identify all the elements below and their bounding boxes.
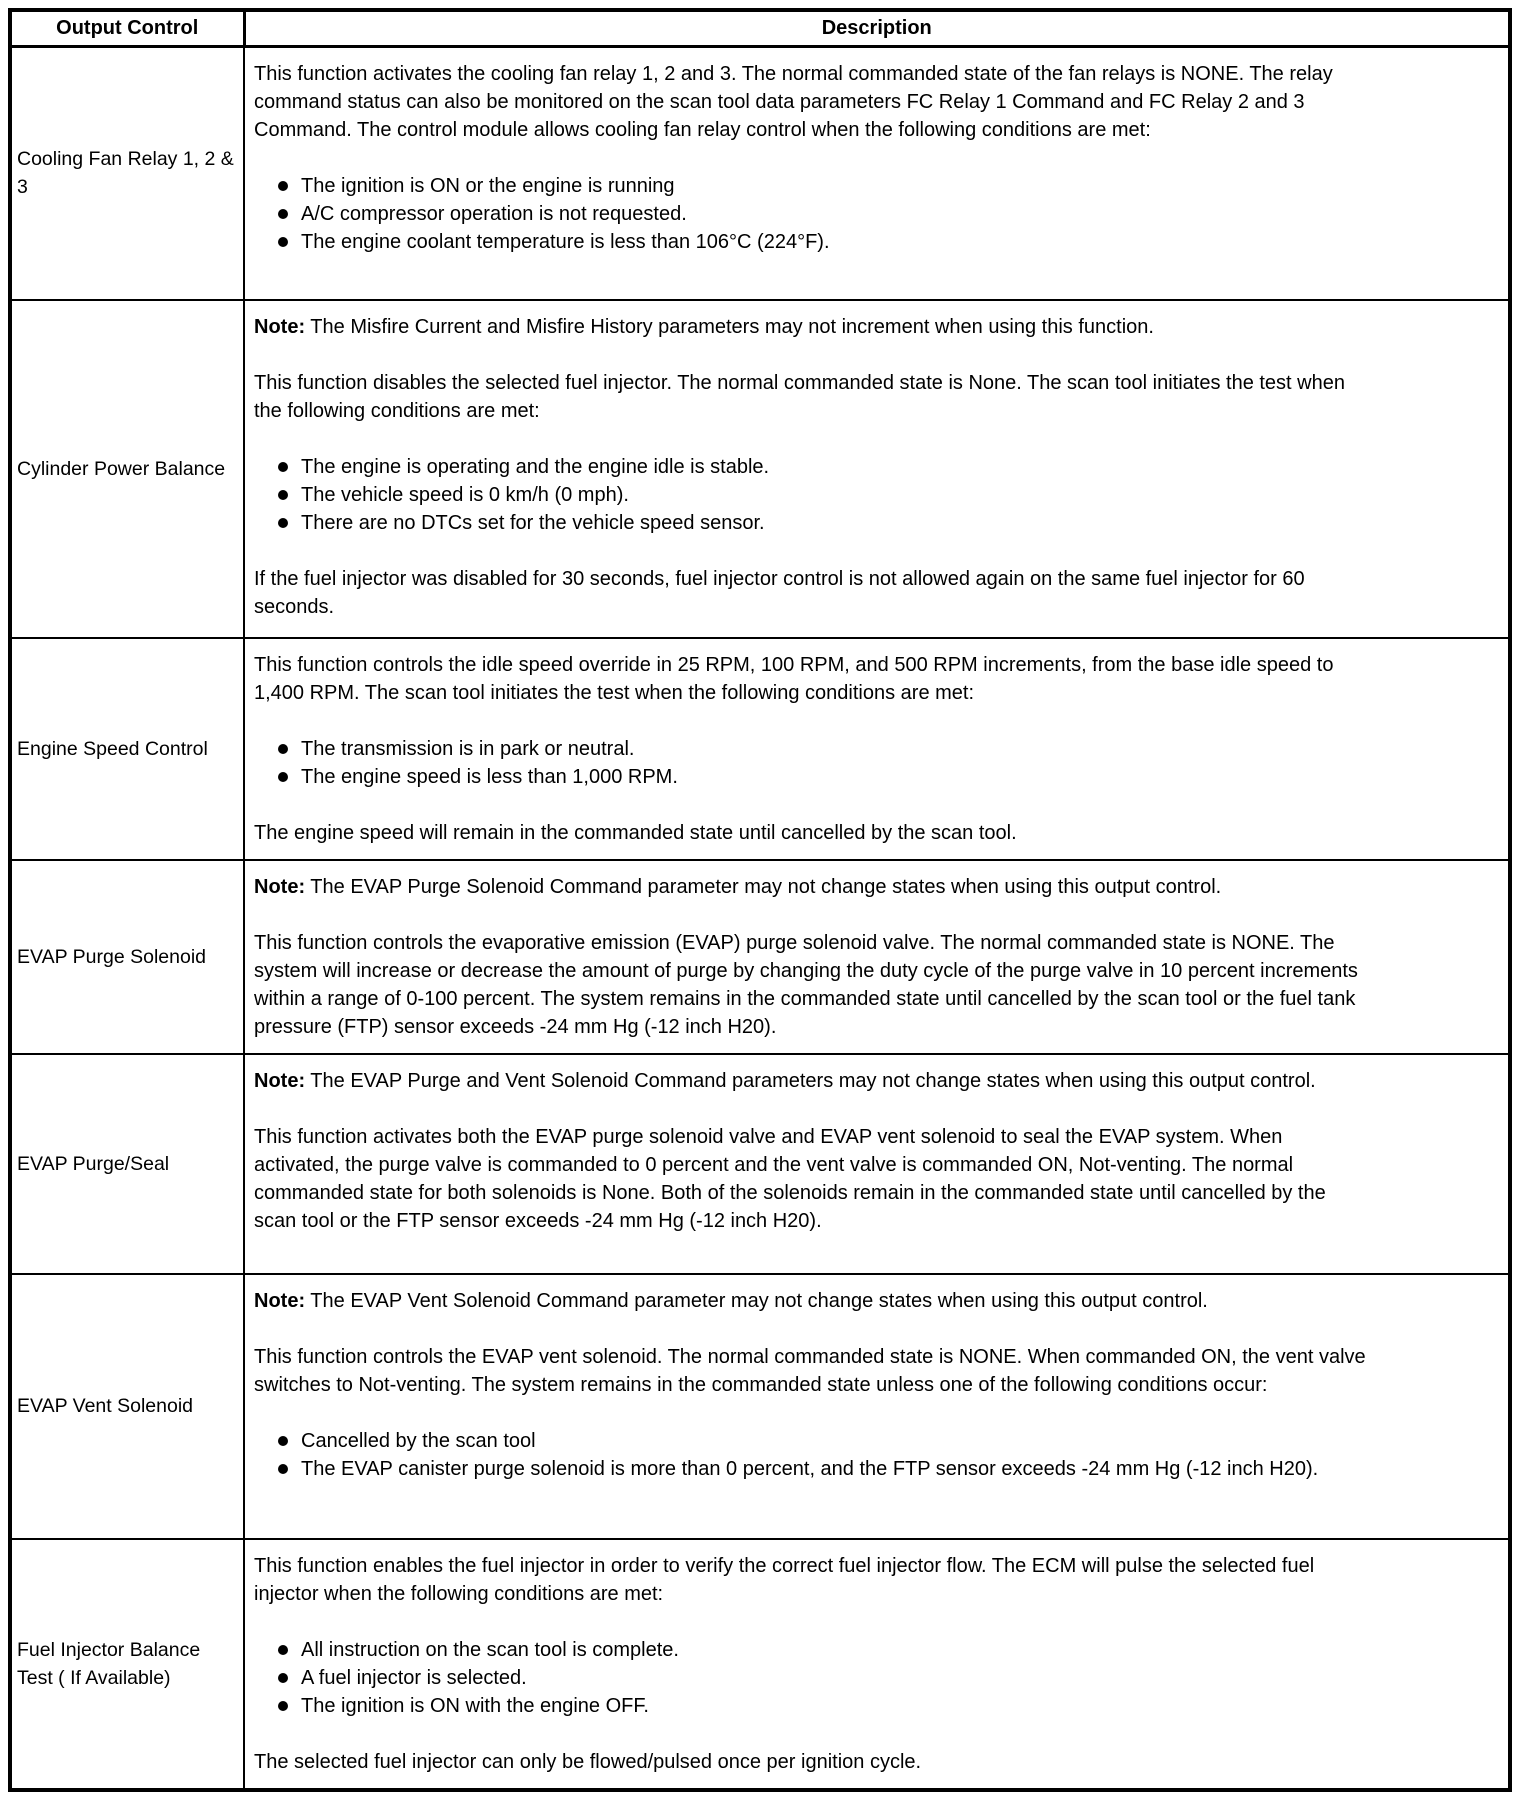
output-control-cell: EVAP Purge Solenoid	[10, 860, 244, 1054]
bullet-item	[254, 481, 1373, 509]
bullet-icon	[278, 744, 288, 754]
bullet-icon	[278, 1436, 288, 1446]
bullet-icon	[278, 1701, 288, 1711]
output-control-cell: Cooling Fan Relay 1, 2 & 3	[10, 47, 244, 300]
description-paragraph: If the fuel injector was disabled for 30 seconds, fuel injector control is not allowed again on the same fuel injector for 60 seconds.	[254, 567, 1305, 618]
note-label: Note:	[254, 875, 306, 898]
bullet-icon	[278, 490, 288, 500]
bullet-icon	[278, 1673, 288, 1683]
table-row	[10, 47, 1510, 300]
description-paragraph: The engine speed will remain in the commanded state until cancelled by the scan tool.	[254, 821, 1017, 844]
note-paragraph: Note: The EVAP Purge and Vent Solenoid Command parameters may not change states when using this output control.	[254, 1069, 1316, 1092]
bullet-item	[254, 735, 1373, 763]
bullet-icon	[278, 518, 288, 528]
description-paragraph: This function enables the fuel injector in order to verify the correct fuel injector flow. The ECM will pulse the selected fuel injector when the following conditions are met:	[254, 1554, 1315, 1605]
bullet-item-text: All instruction on the scan tool is complete.	[301, 1638, 679, 1661]
bullet-item-text: The vehicle speed is 0 km/h (0 mph).	[301, 483, 629, 506]
note-label: Note:	[254, 315, 306, 338]
bullet-item-text: The ignition is ON with the engine OFF.	[301, 1694, 649, 1717]
table-row	[10, 1274, 1510, 1539]
bullet-icon	[278, 237, 288, 247]
bullet-item-text: The transmission is in park or neutral.	[301, 737, 635, 760]
description-cell	[244, 1539, 1510, 1790]
bullet-item	[254, 1664, 1373, 1692]
description-cell	[244, 1054, 1510, 1274]
output-control-cell: EVAP Vent Solenoid	[10, 1274, 244, 1539]
description-cell	[244, 860, 1510, 1054]
note-paragraph: Note: The EVAP Purge Solenoid Command parameter may not change states when using this output control.	[254, 875, 1222, 898]
description-paragraph: This function activates the cooling fan relay 1, 2 and 3. The normal commanded state of the fan relays is NONE. The relay command status can also be monitored on the scan tool data parameters FC Relay 1 Command and FC Relay 2 and 3 Command. The control module allows cooling fan relay control when the following conditions are met:	[254, 63, 1333, 141]
note-paragraph: Note: The Misfire Current and Misfire History parameters may not increment when using this function.	[254, 315, 1154, 338]
table-header-row	[10, 10, 1510, 47]
bullet-item-text: The ignition is ON or the engine is running	[301, 175, 675, 197]
table-row	[10, 638, 1510, 860]
bullet-icon	[278, 1645, 288, 1655]
description-paragraph: The selected fuel injector can only be flowed/pulsed once per ignition cycle.	[254, 1750, 922, 1773]
description-cell	[244, 300, 1510, 638]
description-paragraph: This function controls the evaporative emission (EVAP) purge solenoid valve. The normal commanded state is NONE. The system will increase or decrease the amount of purge by changing the duty cycle of the purge valve in 10 percent increments within a range of 0-100 percent. The system remains in the commanded state until cancelled by the scan tool or the fuel tank pressure (FTP) sensor exceeds -24 mm Hg (-12 inch H20).	[254, 931, 1358, 1038]
bullet-item	[254, 172, 1373, 200]
table-row	[10, 1539, 1510, 1790]
bullet-item	[254, 509, 1373, 537]
bullet-item	[254, 1455, 1373, 1483]
note-paragraph: Note: The EVAP Vent Solenoid Command parameter may not change states when using this output control.	[254, 1289, 1208, 1312]
output-control-cell: Fuel Injector Balance Test ( If Available)	[10, 1539, 244, 1790]
output-control-cell: Engine Speed Control	[10, 638, 244, 860]
table-row	[10, 1054, 1510, 1274]
description-paragraph: This function controls the EVAP vent solenoid. The normal commanded state is NONE. When commanded ON, the vent valve switches to Not-venting. The system remains in the commanded state unless one of the following conditions occur:	[254, 1345, 1366, 1396]
column-header-output-control: Output Control	[10, 10, 244, 47]
bullet-item	[254, 1636, 1373, 1664]
bullet-item	[254, 228, 1373, 256]
bullet-list	[254, 172, 1373, 256]
bullet-item-text: The engine coolant temperature is less than 106°C (224°F).	[301, 231, 830, 253]
bullet-item	[254, 1427, 1373, 1455]
description-cell	[244, 1274, 1510, 1539]
table-row	[10, 860, 1510, 1054]
bullet-item	[254, 200, 1373, 228]
description-paragraph: This function controls the idle speed override in 25 RPM, 100 RPM, and 500 RPM increments, from the base idle speed to 1,400 RPM. The scan tool initiates the test when the following conditions are met:	[254, 653, 1334, 704]
bullet-icon	[278, 1464, 288, 1474]
bullet-list	[254, 453, 1373, 537]
bullet-icon	[278, 772, 288, 782]
bullet-icon	[278, 209, 288, 219]
description-paragraph: This function activates both the EVAP purge solenoid valve and EVAP vent solenoid to seal the EVAP system. When activated, the purge valve is commanded to 0 percent and the vent valve is commanded ON, Not-venting. The normal commanded state for both solenoids is None. Both of the solenoids remain in the commanded state until cancelled by the scan tool or the FTP sensor exceeds -24 mm Hg (-12 inch H20).	[254, 1125, 1326, 1232]
bullet-item	[254, 763, 1373, 791]
output-control-cell: EVAP Purge/Seal	[10, 1054, 244, 1274]
bullet-item	[254, 1692, 1373, 1720]
bullet-item-text: The EVAP canister purge solenoid is more than 0 percent, and the FTP sensor exceeds -24 mm Hg (-12 inch H20).	[301, 1457, 1319, 1480]
output-control-cell: Cylinder Power Balance	[10, 300, 244, 638]
description-cell	[244, 47, 1510, 300]
bullet-item-text: A/C compressor operation is not requested.	[301, 203, 687, 225]
bullet-item-text: The engine speed is less than 1,000 RPM.	[301, 765, 678, 788]
bullet-item-text: The engine is operating and the engine idle is stable.	[301, 455, 770, 478]
bullet-list	[254, 1427, 1373, 1483]
note-label: Note:	[254, 1069, 306, 1092]
column-header-description: Description	[244, 10, 1510, 47]
bullet-icon	[278, 462, 288, 472]
bullet-list	[254, 735, 1373, 791]
bullet-item-text: There are no DTCs set for the vehicle speed sensor.	[301, 511, 765, 534]
table-row	[10, 300, 1510, 638]
bullet-item-text: A fuel injector is selected.	[301, 1666, 527, 1689]
description-cell	[244, 638, 1510, 860]
table-body	[10, 47, 1510, 1790]
bullet-item	[254, 453, 1373, 481]
description-paragraph: This function disables the selected fuel injector. The normal commanded state is None. The scan tool initiates the test when the following conditions are met:	[254, 371, 1345, 422]
bullet-list	[254, 1636, 1373, 1720]
bullet-icon	[278, 181, 288, 191]
output-control-table	[8, 8, 1512, 1792]
bullet-item-text: Cancelled by the scan tool	[301, 1429, 536, 1452]
note-label: Note:	[254, 1289, 306, 1312]
